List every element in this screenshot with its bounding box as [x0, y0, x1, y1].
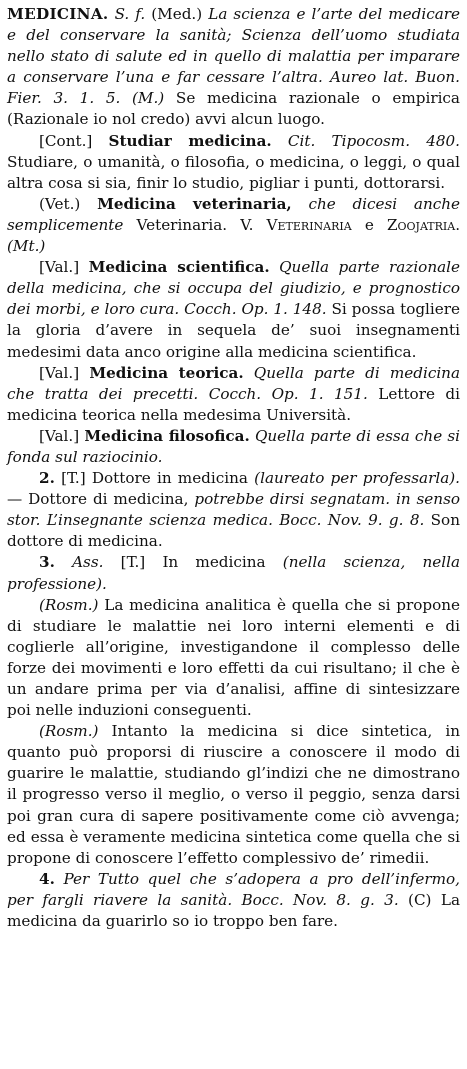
- conjunction: e: [364, 215, 374, 234]
- definition: Quella parte di essa che si fonda sul raziocinio.: [7, 426, 461, 466]
- per-label: Per: [63, 869, 90, 888]
- subentry-teorica: [7, 363, 460, 426]
- definition: La scienza e l’arte del medicare e del conservare la sanità; Scienza dell’uomo studiata nello stato di salute ed in quello di malattia per imparare a conservare l’una e far cessare l’altra.: [7, 5, 461, 87]
- definition: Quella parte razionale della medicina, che si occupa del giudizio, e prognostico dei morbi, e loro cura. Cocch. Op. 1. 148.: [7, 258, 461, 319]
- quote-text: La medicina analitica è quella che si propone di studiare le malattie nei loro interni elementi e di coglierle all’origine, investigandone il complesso delle forze dei movimenti e loro effetti da cui risultano; il che è un andare prima per via d’analisi, affine di sintesizzare poi nelle induzioni conseguenti.: [7, 595, 461, 720]
- subentry-term: Studiar medicina.: [108, 131, 272, 150]
- source-citation: Aureo lat. Buon. Fier. 3. 1. 5.: [7, 68, 460, 108]
- sense-2: [7, 468, 460, 552]
- part-of-speech: S. f.: [114, 5, 146, 23]
- definition: potrebbe dirsi segnatam. in senso stor. L’insegnante scienza medica. Bocc. Nov. 9. g. 8.: [7, 490, 461, 530]
- example-text: Lettore di medicina teorica nella medesima Università.: [7, 384, 460, 424]
- subentry-scientifica: [7, 257, 460, 362]
- entry-main: [7, 4, 460, 131]
- sense-number: 3.: [39, 553, 55, 572]
- example-text: La medicina da guarirlo so io troppo ben fare.: [7, 890, 460, 931]
- marker-tag: (Mt.): [7, 237, 46, 256]
- example-text: Studiare, o umanità, o filosofia, o medicina, o leggi, o qual altra cosa si sia, finir lo studio, pigliar i punti, dottorarsi.: [7, 152, 460, 192]
- sense-number: 2.: [39, 469, 55, 488]
- definition: Quella parte di medicina che tratta dei precetti. Cocch. Op. 1. 151.: [7, 363, 461, 403]
- author-tag: (Rosm.): [39, 595, 99, 614]
- dash: —: [7, 490, 23, 509]
- subentry-term: Medicina filosofica.: [84, 426, 250, 445]
- phrase: Dottore in medicina: [91, 469, 248, 488]
- subentry-veterinaria: [7, 194, 460, 257]
- domain-tag: (Vet.): [39, 194, 81, 213]
- subentry-filosofica: [7, 426, 460, 468]
- phrase: Dottore di medicina,: [28, 490, 189, 509]
- domain-tag: [Val.]: [39, 363, 80, 382]
- gloss: (nella scienza, nella professione).: [7, 553, 461, 593]
- marker-tag: (C): [408, 890, 432, 909]
- subentry-studiar: [7, 131, 460, 194]
- example-text: Son dottore di medicina.: [7, 511, 460, 551]
- cross-reference: Zoojatria.: [386, 215, 461, 234]
- subentry-term: Medicina teorica.: [89, 363, 244, 382]
- quote-text: Intanto la medicina si dice sintetica, in quanto può proporsi di riuscire a conoscere il modo di guarire le malattie, studiando gl’indizi che ne dimostrano il progresso verso il meglio, o verso il peggio, senza darsi poi gran cura di sapere positivamente come ciò avvenga; ed essa è veramente medicina sintetica come quella che si propone di conoscere l’effetto complessivo de’ rimedii.: [7, 722, 461, 867]
- definition: Tutto quel che s’adopera a pro dell’infermo, per fargli riavere la sanità. Bocc. Nov. 8. g. 3.: [7, 869, 461, 909]
- subentry-term: Medicina veterinaria,: [97, 194, 292, 213]
- headword: MEDICINA.: [7, 5, 109, 23]
- definition-rest: Veterinaria. V.: [136, 215, 254, 234]
- usage-label: Ass.: [72, 553, 104, 572]
- source-citation: Cit. Tipocosm. 480.: [287, 131, 461, 150]
- sense-number: 4.: [39, 869, 55, 888]
- gloss: (laureato per professarla).: [254, 469, 461, 488]
- domain-tag: [Val.]: [39, 258, 80, 277]
- sense-4: [7, 869, 460, 932]
- marker-tag: (M.): [132, 89, 165, 108]
- rosmini-quote-2: [7, 721, 460, 869]
- cross-reference: Veterinaria: [266, 215, 352, 234]
- subentry-term: Medicina scientifica.: [88, 258, 270, 277]
- example-text: Se medicina razionale o empirica (Razionale io nol credo) avvi alcun luogo.: [7, 89, 460, 129]
- example-text: Si possa togliere la gloria d’avere in sequela de’ suoi insegnamenti medesimi data anco origine alla medicina scientifica.: [7, 300, 461, 361]
- domain-tag: [Val.]: [39, 426, 80, 445]
- domain-tag: (Med.): [151, 5, 203, 23]
- rosmini-quote-1: [7, 595, 460, 722]
- domain-tag: [Cont.]: [39, 131, 93, 150]
- sense-3: [7, 552, 460, 594]
- domain-tag: [T.]: [120, 553, 146, 572]
- phrase: In medicina: [162, 553, 266, 572]
- domain-tag: [T.]: [61, 469, 86, 488]
- definition: che dicesi anche semplicemente: [7, 194, 460, 234]
- author-tag: (Rosm.): [39, 722, 99, 741]
